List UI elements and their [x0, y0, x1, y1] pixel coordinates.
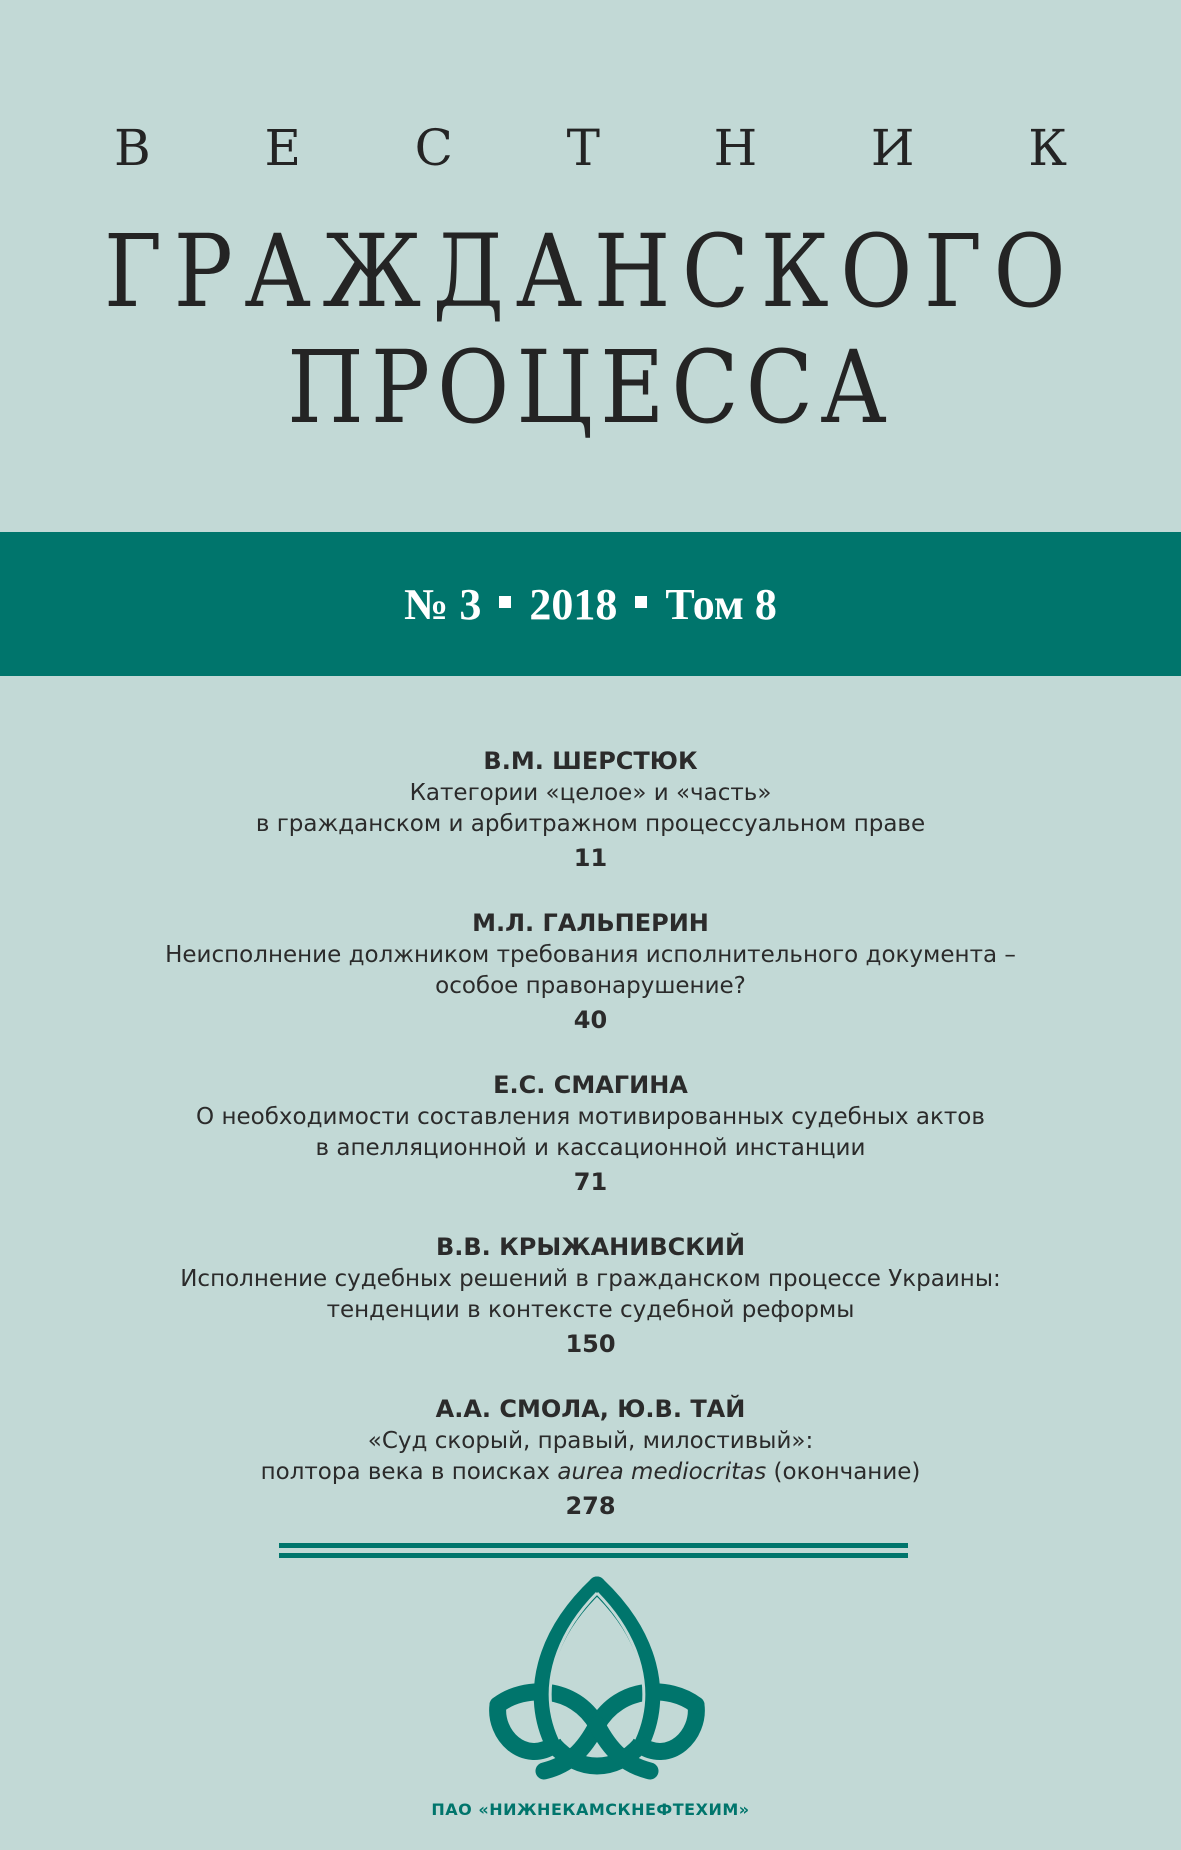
article-title-line: особое правонарушение?: [435, 973, 746, 999]
title-letter: Н: [713, 119, 758, 177]
article-author: А.А. СМОЛА, Ю.В. ТАЙ: [435, 1395, 746, 1423]
article-entry: [0, 1392, 1181, 1524]
issue-number: № 3: [404, 579, 482, 629]
article-title-line: Неисполнение должником требования исполнительного документа –: [165, 942, 1016, 968]
article-entry: [0, 744, 1181, 876]
article-entry: [0, 1230, 1181, 1362]
title-letter: К: [1028, 119, 1067, 177]
divider-rule: [279, 1553, 908, 1558]
article-title-line: Категории «целое» и «часть»: [409, 780, 772, 806]
title-latin-phrase: aurea mediocritas: [557, 1459, 767, 1485]
article-title-line: в гражданском и арбитражном процессуальном праве: [255, 811, 926, 837]
article-entry: [0, 1068, 1181, 1200]
article-entry: [0, 906, 1181, 1038]
article-title-line: О необходимости составления мотивированных судебных актов: [196, 1104, 985, 1130]
article-author: В.М. ШЕРСТЮК: [483, 747, 698, 775]
journal-title-grazhdanskogo: ГРАЖДАНСКОГО: [103, 213, 1078, 330]
title-letter: Е: [264, 119, 301, 177]
triquetra-logo-icon: [484, 1575, 710, 1783]
title-text: полтора века в поисках: [260, 1459, 558, 1485]
issue-band: [0, 532, 1181, 676]
article-title-line: [0, 1457, 1181, 1488]
article-author: В.В. КРЫЖАНИВСКИЙ: [435, 1233, 746, 1261]
title-letter: Т: [566, 119, 600, 177]
separator-square-icon: [635, 596, 647, 608]
article-author: Е.С. СМАГИНА: [493, 1071, 688, 1099]
article-author: М.Л. ГАЛЬПЕРИН: [472, 909, 709, 937]
journal-title-processa: ПРОЦЕССА: [287, 329, 894, 446]
title-letter: И: [870, 119, 915, 177]
issue-year: 2018: [529, 579, 618, 629]
issue-volume: Том 8: [665, 579, 777, 629]
article-title-line: в апелляционной и кассационной инстанции: [315, 1135, 866, 1161]
journal-title-vestnik: [114, 118, 1067, 178]
masthead: [0, 0, 1181, 530]
table-of-contents: [0, 744, 1181, 1554]
publisher-name: ПАО «НИЖНЕКАМСКНЕФТЕХИМ»: [431, 1800, 750, 1819]
title-letter: С: [414, 119, 453, 177]
article-page-number: 71: [573, 1168, 608, 1196]
title-letter: В: [114, 119, 151, 177]
divider-rule: [279, 1543, 908, 1548]
article-title-line: Исполнение судебных решений в гражданском процессе Украины:: [180, 1266, 1001, 1292]
article-page-number: 278: [565, 1492, 616, 1520]
article-title-line: «Суд скорый, правый, милостивый»:: [367, 1428, 814, 1454]
article-page-number: 40: [573, 1006, 608, 1034]
article-page-number: 150: [565, 1330, 616, 1358]
separator-square-icon: [499, 596, 511, 608]
article-title-line: тенденции в контексте судебной реформы: [326, 1297, 855, 1323]
title-text: (окончание): [766, 1459, 921, 1485]
article-page-number: 11: [573, 844, 608, 872]
